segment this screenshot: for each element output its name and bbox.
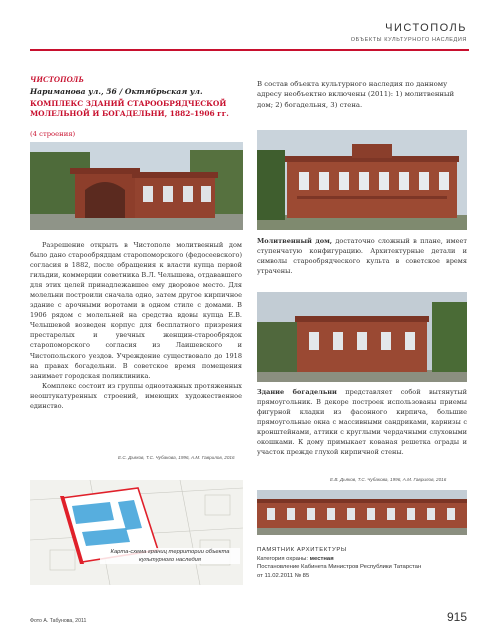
prayer-house-label: Молитвенный дом, [257,237,333,245]
header-rule [30,49,469,51]
category-value: местная [309,555,334,562]
photo-gate-building [30,142,243,230]
prayer-house-description: достаточно сложный в плане, имеет ступенчатую конфигурацию. Архитектурные детали и символы старообрядческого культа в советское время утрачены. [257,237,467,276]
almshouse-label: Здание богадельни [257,388,337,396]
map-caption: Карта-схема границ территории объекта культурного наследия [100,548,240,564]
photo-almshouse-long [257,490,467,535]
composition-text: В состав объекта культурного наследия по данному адресу необъектно включены (2011): 1) молитвенный дом; 2) богадельня, 3) стена. [257,80,455,109]
photo-prayer-house [257,130,467,230]
complex-title: КОМПЛЕКС ЗДАНИЙ СТАРООБРЯДЧЕСКОЙ МОЛЕЛЬНОЙ И БОГАДЕЛЬНИ, 1882–1906 гг. [30,99,229,118]
monument-info [257,546,467,580]
city-name: ЧИСТОПОЛЬ [30,74,84,84]
almshouse-description: представляет собой вытянутый прямоугольник. В декоре построек использованы приемы фигурной кладки из фасонного кирпича, большие прямоугольные окна с массивными сандриками, карнизы с кронштейнами, аттики с круглыми чердачными слуховыми окошками. К дому примыкает кованая решетка ограды и участок прежде глухой кирпичной стены. [257,388,467,457]
page-number: 915 [446,610,467,624]
territory-map [30,480,243,585]
buildings-count: (4 строения) [30,130,76,138]
photo-credit-right: Е.В. Дьяков, Т.С. Чубакова, 1996, А.М. Гаврилов, 2016 [330,477,447,482]
address: Нариманова ул., 56 / Октябрьская ул. [30,87,203,96]
decree-date: от 11.02.2011 № 85 [257,572,310,579]
prayer-house-text [257,236,467,276]
composition-paragraph: Комплекс состоит из группы одноэтажных протяженных неоштукатуренных строений, имеющих художественное единство. [30,381,242,410]
footer-photo-credit: Фото А. Табунова, 2011 [30,618,87,624]
protection-category [257,555,467,564]
history-paragraph: Разрешение открыть в Чистополе молитвенный дом было дано старообрядцам старопоморского (федосеевского) согласия в 1882, после обращения к власти купца первой гильдии, коммерции советника В.Л. Челышева, отдававшего для этих целей принадлежавшее ему дворовое место. Для молельни построили сначала одно, затем другое кирпичное здание с арочными воротами в одном стиле с домами. В 1906 рядом с молельней на средства вдовы купца Е.В. Челышевой возведен корпус для бесплатного призрения престарелых и увечных женщин-старообрядок старопоморского согласия из Лаишевского и Чистопольского уездов. Учреждение существовало до 1918 на правах богадельни. В советское время помещения занимает городская поликлиника. [30,241,242,380]
decree: Постановление Кабинета Министров Республики Татарстан [257,564,422,571]
photo-almshouse-corner [257,292,467,382]
running-subtitle: ОБЪЕКТЫ КУЛЬТУРНОГО НАСЛЕДИЯ [350,37,467,43]
category-label: Категория охраны: [257,555,310,562]
history-text [30,240,242,411]
almshouse-text [257,387,467,457]
monument-type: ПАМЯТНИК АРХИТЕКТУРЫ [257,547,347,553]
photo-credit-left: Е.С. Дьяков, Т.С. Чубакова, 1996, А.М. Гаврилов, 2016 [118,455,235,460]
running-title: ЧИСТОПОЛЬ [385,22,467,34]
